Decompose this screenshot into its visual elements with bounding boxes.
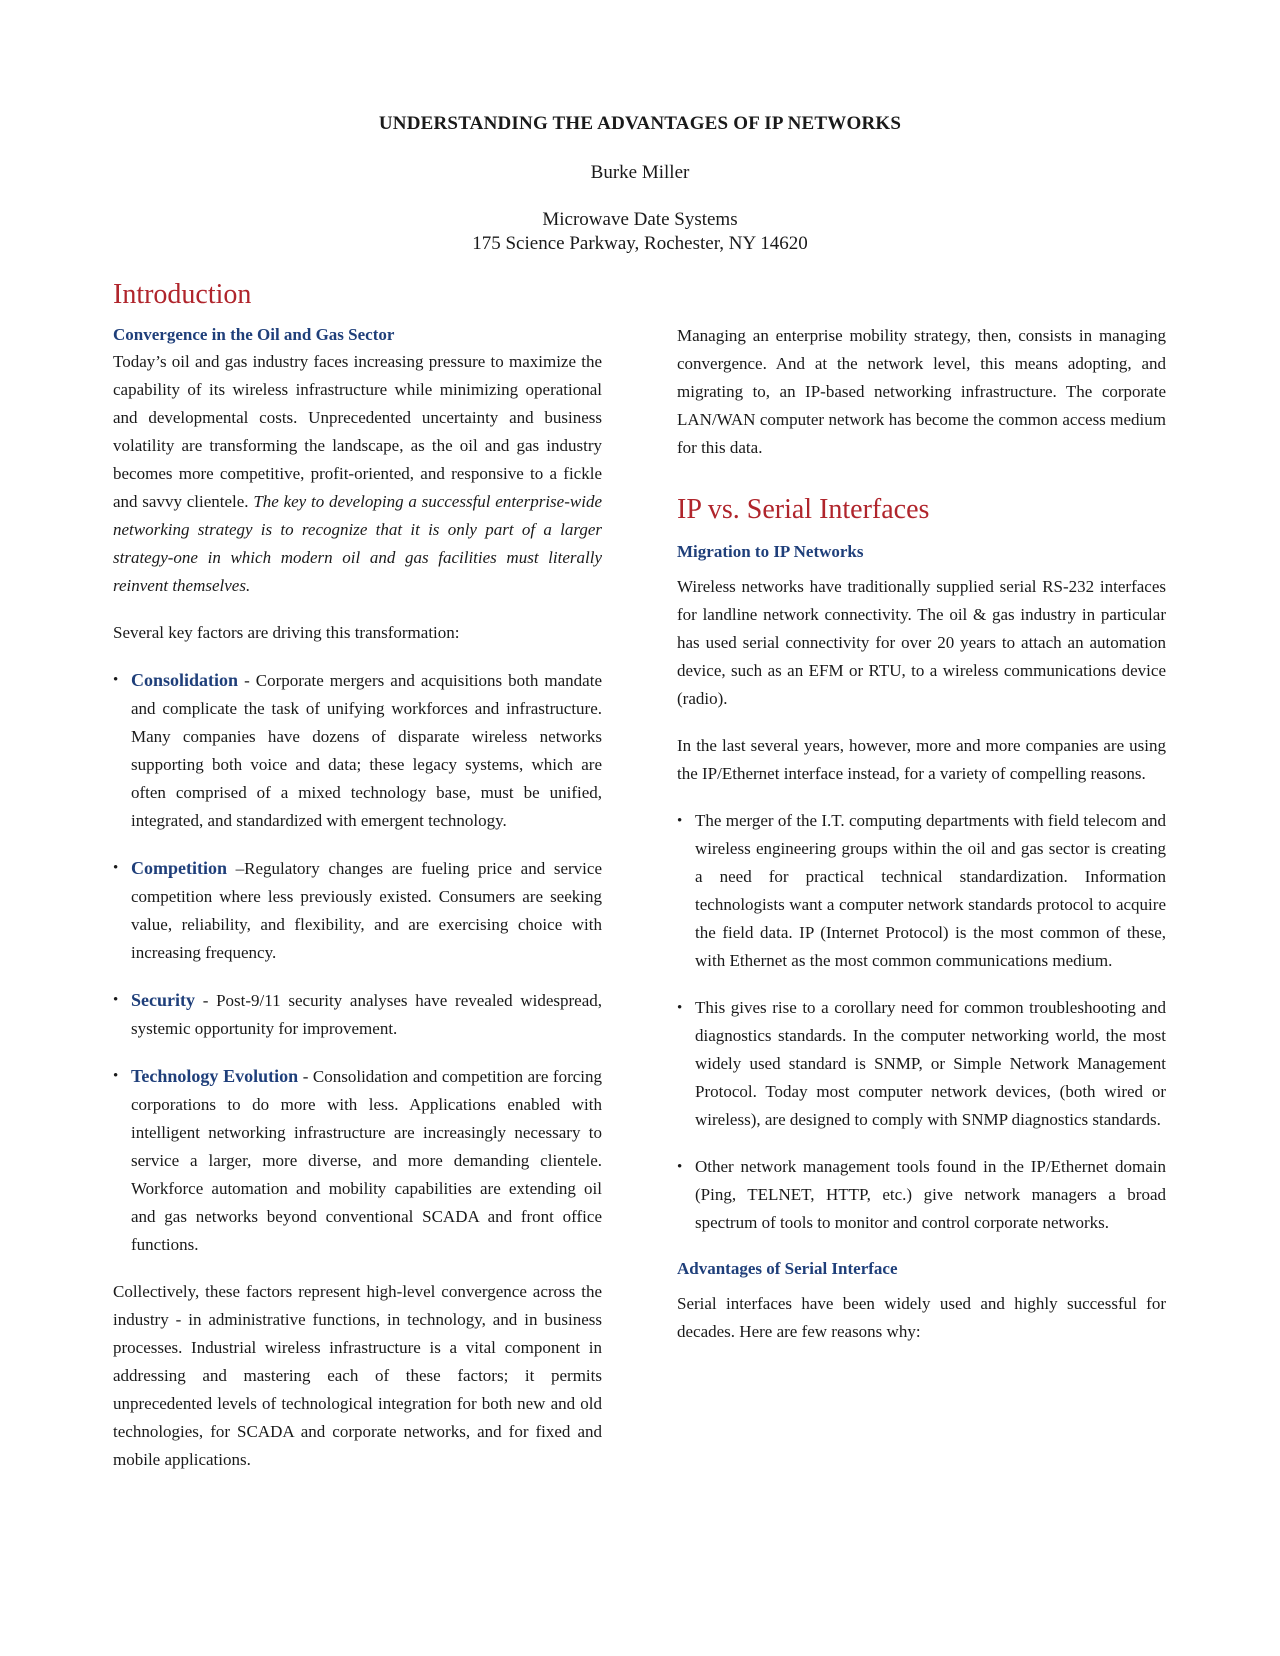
organization: Microwave Date Systems (542, 209, 738, 230)
reasons-list (677, 807, 1166, 1237)
paper-title: UNDERSTANDING THE ADVANTAGES OF IP NETWORKS (378, 113, 902, 134)
migration-subheading: Migration to IP Networks (677, 542, 864, 561)
author-name: Burke Miller (590, 162, 690, 183)
last-years-paragraph: In the last several years, however, more and more companies are using the IP/Ethernet interface instead, for a variety of compelling reasons. (677, 736, 1166, 783)
list-item (113, 854, 602, 967)
factors-lead: Several key factors are driving this transformation: (113, 623, 460, 642)
list-item: • This gives rise to a corollary need for common troubleshooting and diagnostics standards. In the computer networking world, the most widely used standard is SNMP, or Simple Network Management Protocol. Today most computer network devices, (both wired or wireless), are designed to comply with SNMP diagnostics standards. (677, 994, 1166, 1134)
intro-paragraph (113, 348, 602, 600)
list-item: • The merger of the I.T. computing departments with field telecom and wireless engineering groups within the oil and gas sector is creating a need for practical technical standardization. Information technologists want a computer network standards protocol to acquire the field data. IP (Internet Protocol) is the most common of these, with Ethernet as the most common communications medium. (677, 807, 1166, 975)
affiliation (0, 208, 1280, 256)
introduction-heading: Introduction (113, 279, 252, 310)
right-column (677, 322, 1166, 1365)
factor-text: - Corporate mergers and acquisitions both mandate and complicate the task of unifying workforces and infrastructure. Many companies have dozens of disparate wireless networks supporting both voice and data; these legacy systems, which are often comprised of a mixed technology base, must be unified, integrated, and standardized with emergent technology. (131, 671, 602, 830)
managing-paragraph: Managing an enterprise mobility strategy, then, consists in managing convergence. And at the network level, this means adopting, and migrating to, an IP-based networking infrastructure. The corporate LAN/WAN computer network has become the common access medium for this data. (677, 326, 1166, 457)
factor-text: –Regulatory changes are fueling price and service competition where less previously existed. Consumers are seeking value, reliability, and flexibility, and are exercising choice with increasing frequency. (131, 859, 602, 962)
left-column (113, 322, 602, 1493)
convergence-subheading: Convergence in the Oil and Gas Sector (113, 325, 395, 344)
collectively-paragraph: Collectively, these factors represent high-level convergence across the industry - in administrative functions, in technology, and in business processes. Industrial wireless infrastructure is a vital component in addressing and mastering each of these factors; it permits unprecedented levels of technological integration for both new and old technologies, for SCADA and corporate networks, and for fixed and mobile applications. (113, 1282, 602, 1469)
factor-term: Consolidation (131, 670, 239, 690)
ip-vs-serial-heading: IP vs. Serial Interfaces (677, 494, 930, 525)
factors-list (113, 666, 602, 1259)
list-item (113, 1062, 602, 1259)
address: 175 Science Parkway, Rochester, NY 14620 (472, 233, 808, 254)
factor-term: Security (131, 990, 195, 1010)
intro-paragraph-italic: The key to developing a successful enterprise-wide networking strategy is to recognize that it is only part of a larger strategy-one in which modern oil and gas facilities must literally reinvent themselves. (113, 492, 602, 595)
factor-text: - Post-9/11 security analyses have revealed widespread, systemic opportunity for improvement. (131, 991, 602, 1038)
list-item (113, 666, 602, 835)
list-item: • Other network management tools found in the IP/Ethernet domain (Ping, TELNET, HTTP, etc.) give network managers a broad spectrum of tools to monitor and control corporate networks. (677, 1153, 1166, 1237)
intro-paragraph-text: Today’s oil and gas industry faces increasing pressure to maximize the capability of its wireless infrastructure while minimizing operational and developmental costs. Unprecedented uncertainty and business volatility are transforming the landscape, as the oil and gas industry becomes more competitive, profit-oriented, and responsive to a fickle and savvy clientele. (113, 352, 602, 511)
list-item (113, 986, 602, 1043)
serial-advantages-subheading: Advantages of Serial Interface (677, 1259, 898, 1278)
factor-term: Competition (131, 858, 227, 878)
wireless-paragraph: Wireless networks have traditionally supplied serial RS-232 interfaces for landline network connectivity. The oil & gas industry in particular has used serial connectivity for over 20 years to attach an automation device, such as an EFM or RTU, to a wireless communications device (radio). (677, 577, 1166, 708)
factor-term: Technology Evolution (131, 1066, 299, 1086)
serial-paragraph: Serial interfaces have been widely used and highly successful for decades. Here are few reasons why: (677, 1294, 1166, 1341)
factor-text: - Consolidation and competition are forcing corporations to do more with less. Applications enabled with intelligent networking infrastructure are increasingly necessary to service a larger, more diverse, and more demanding clientele. Workforce automation and mobility capabilities are extending oil and gas networks beyond conventional SCADA and front office functions. (131, 1067, 602, 1254)
